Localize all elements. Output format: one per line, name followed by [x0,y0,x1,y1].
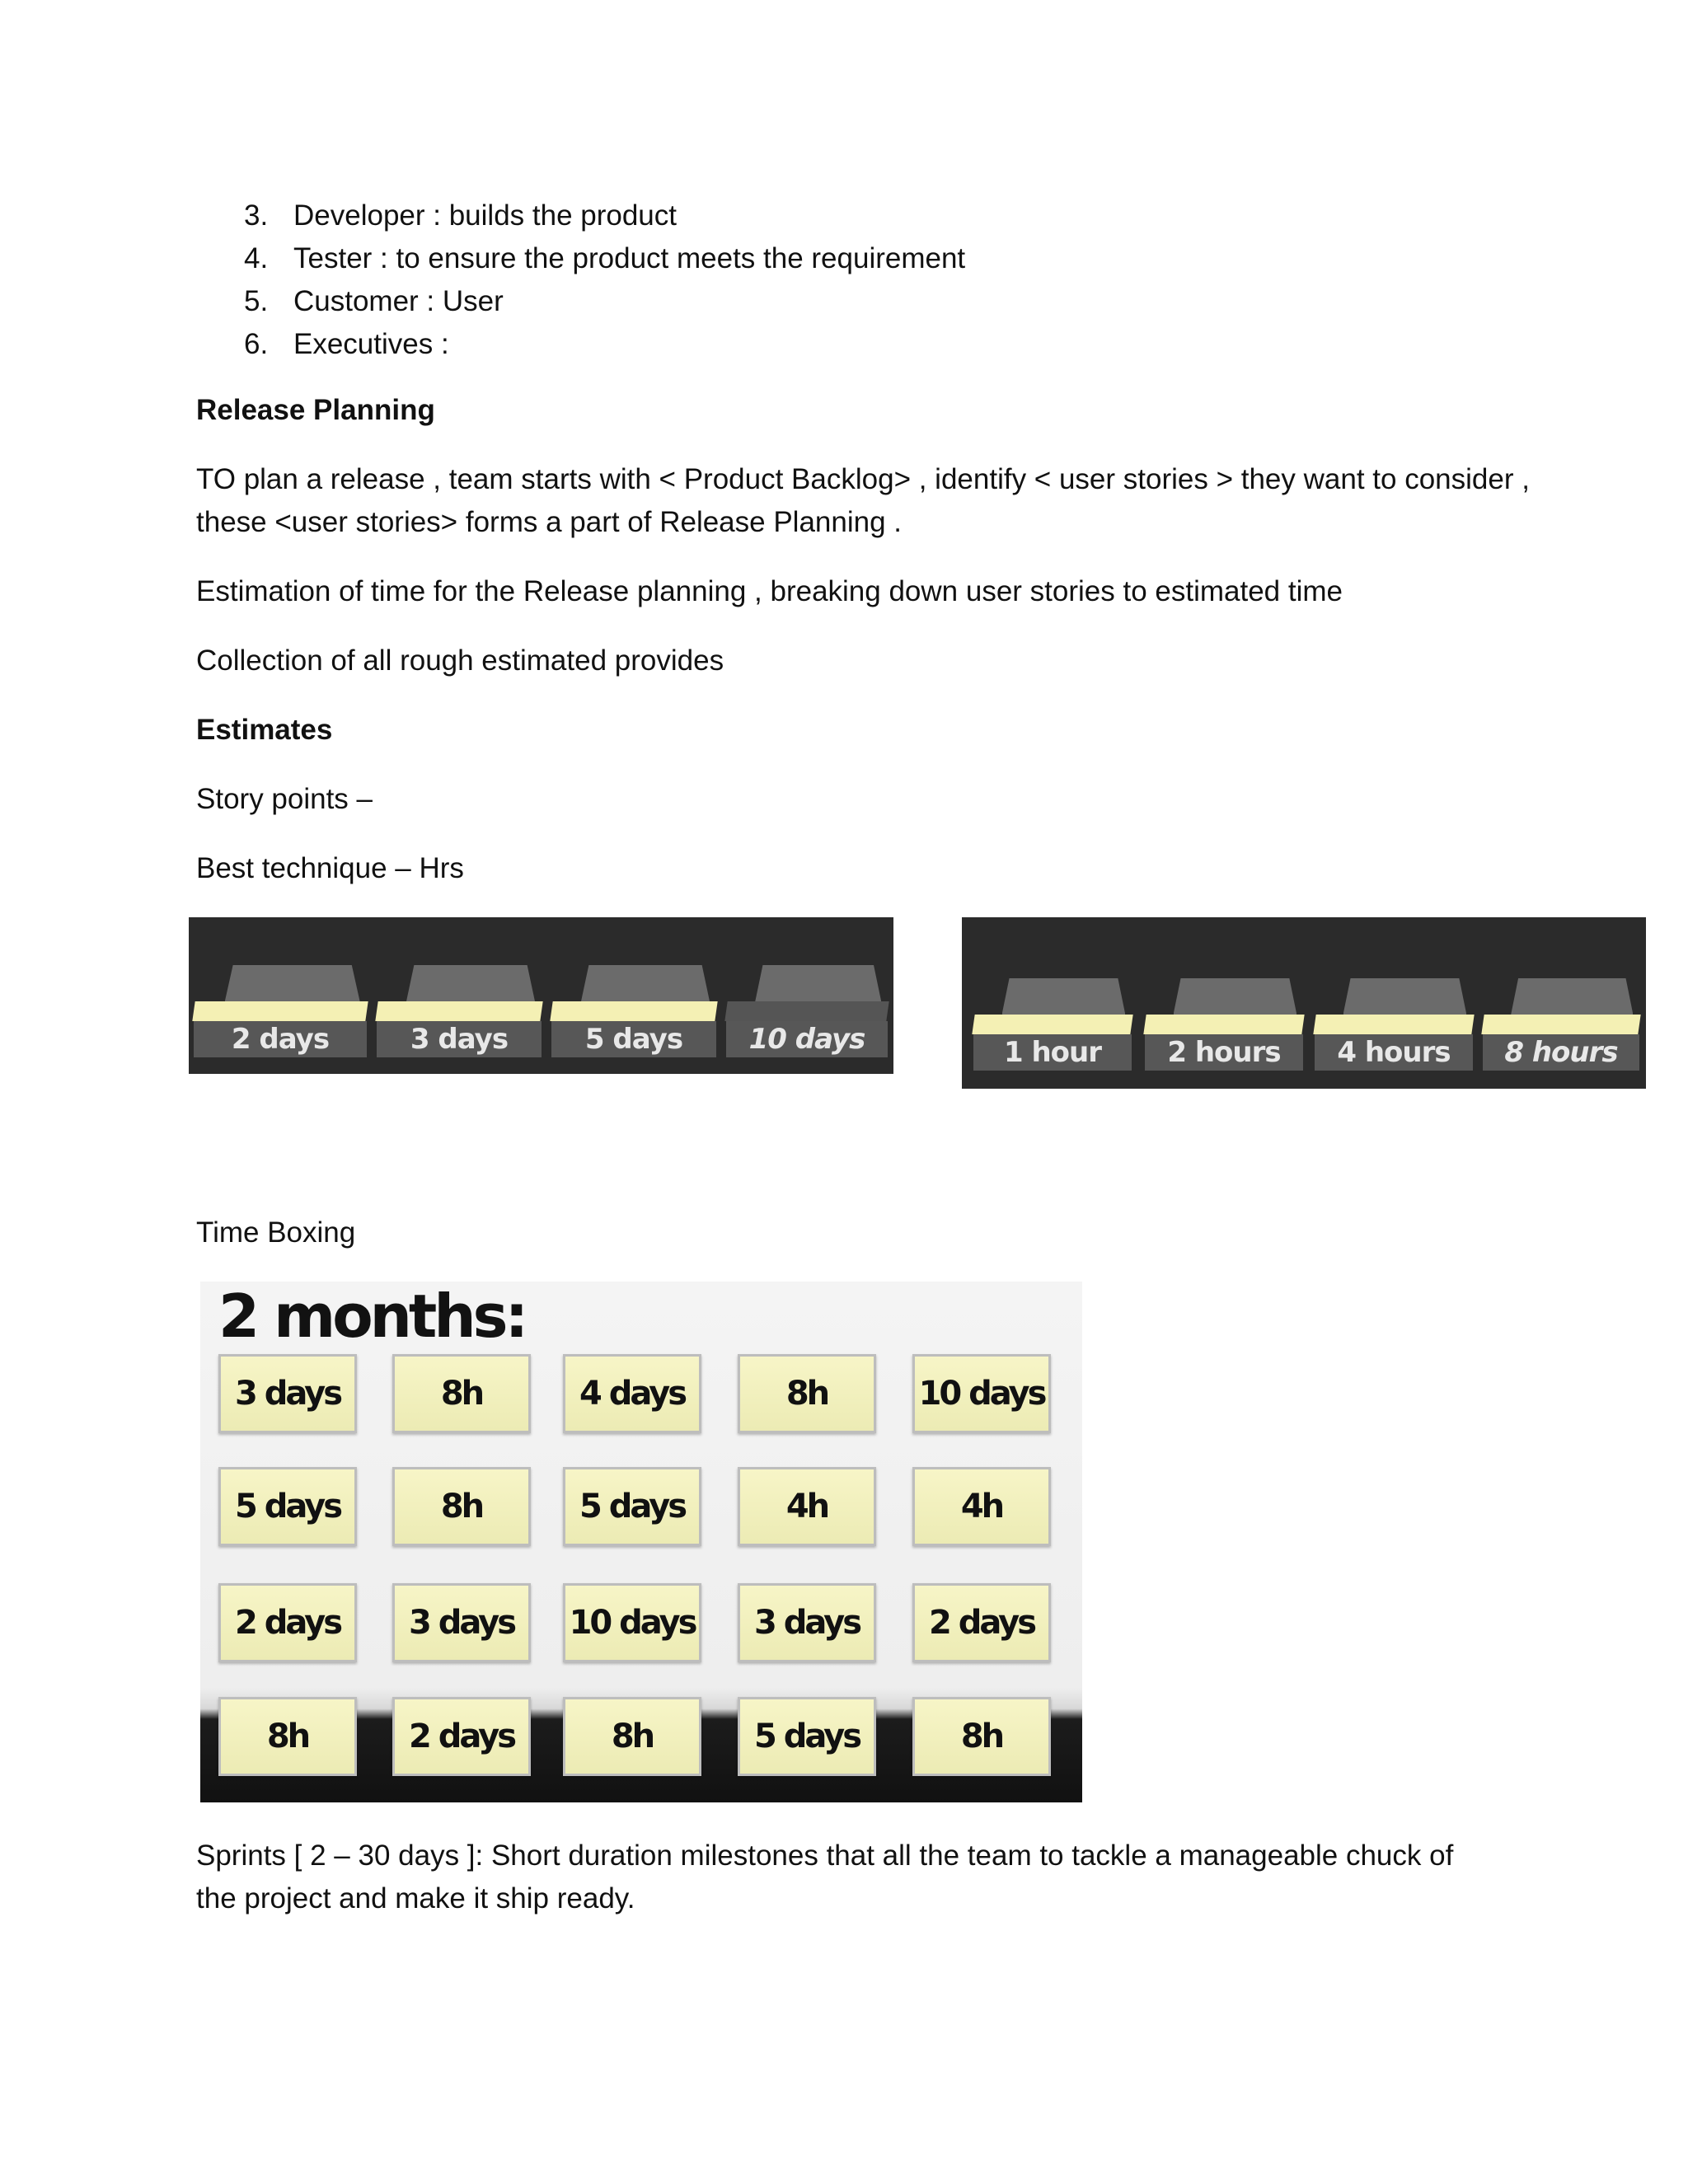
timebox-card: 5 days [218,1467,357,1546]
story-points-text: Story points – [196,783,373,815]
days-estimate-image [189,917,893,1074]
estimate-card: 1 hour [973,1015,1132,1067]
hours-estimate-image [962,917,1646,1089]
timebox-card: 3 days [392,1583,531,1662]
estimate-card: 2 hours [1145,1015,1303,1067]
timebox-card: 8h [563,1697,701,1776]
timebox-card: 8h [218,1697,357,1776]
sprints-line1: Sprints [ 2 – 30 days ]: Short duration milestones that all the team to tackle a manageable chuck of [196,1840,1454,1872]
collection-paragraph: Collection of all rough estimated provides [196,644,724,677]
timebox-title: 2 months: [218,1282,526,1351]
time-boxing-label: Time Boxing [196,1216,356,1249]
timebox-card: 8h [912,1697,1051,1776]
timebox-card: 2 days [218,1583,357,1662]
timebox-card: 8h [392,1354,531,1433]
timebox-card: 8h [738,1354,876,1433]
timebox-card: 10 days [912,1354,1051,1433]
timebox-card: 4 days [563,1354,701,1433]
release-planning-heading: Release Planning [196,394,435,426]
timebox-image [200,1282,1082,1802]
timebox-card: 4h [912,1467,1051,1546]
estimate-card: 5 days [551,1001,716,1054]
timebox-card: 3 days [738,1583,876,1662]
estimate-card: 10 days [726,1001,888,1054]
estimates-heading: Estimates [196,714,333,746]
best-technique-text: Best technique – Hrs [196,852,464,884]
timebox-card: 8h [392,1467,531,1546]
release-paragraph-line1: TO plan a release , team starts with < Product Backlog> , identify < user stories > they want to consider , [196,463,1530,495]
timebox-card: 10 days [563,1583,701,1662]
timebox-card: 3 days [218,1354,357,1433]
timebox-card: 2 days [392,1697,531,1776]
timebox-card: 4h [738,1467,876,1546]
sprints-line2: the project and make it ship ready. [196,1882,635,1915]
estimate-card: 4 hours [1315,1015,1473,1067]
release-paragraph-line2: these <user stories> forms a part of Release Planning . [196,506,903,538]
document-page: 3. Developer : builds the product 4. Tester : to ensure the product meets the requirement 5. Customer : User 6. Executives : Release Planning TO plan a release , team starts with < Product Backlog> , identify < user stories > they want to consider , these <user stories> forms a part of Release Planning . Estimation of time for the Release planning , breaking down user stories to estimated time Collection of all rough estimated provides Estimates Story points – Best technique – Hrs 2 days 3 days 5 days 10 days 1 hour 2 hours 4 hours 8 hours Time Boxing 2 months: 3 days 8h 4 days 8h 10 days 5 days 8h 5 days 4h 4h 2 days 3 days 10 days 3 days 2 days 8h 2 days 8h 5 days 8h Sprints [ 2 – 30 days ]: Short duration milestones that all the team to tackle a manageable chuck of the project and make it ship ready. [0,0,1688,2184]
estimation-paragraph: Estimation of time for the Release planning , breaking down user stories to estimated time [196,575,1343,607]
timebox-card: 2 days [912,1583,1051,1662]
estimate-card: 2 days [194,1001,367,1054]
estimate-card: 3 days [377,1001,542,1054]
timebox-card: 5 days [738,1697,876,1776]
estimate-card: 8 hours [1483,1015,1639,1067]
timebox-card: 5 days [563,1467,701,1546]
